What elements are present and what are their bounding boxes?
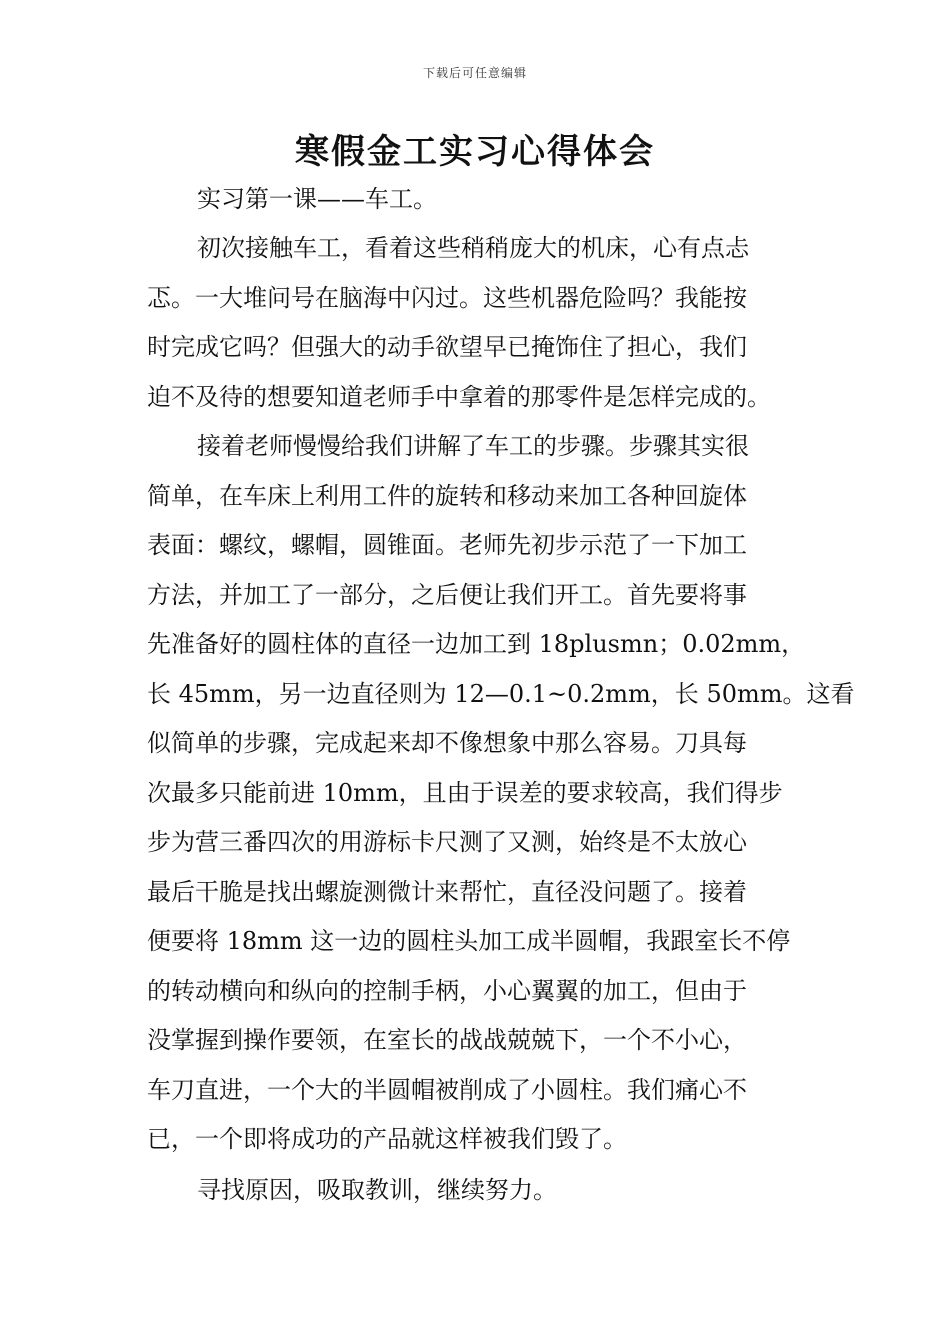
header-note: 下载后可任意编辑 [422,66,527,80]
lesson-heading-text: 实习第一课——车工。 [197,185,437,213]
paragraph-line: 初次接触车工，看着这些稍稍庞大的机床，心有点忐 [197,234,749,262]
document-title: 寒假金工实习心得体会 [295,132,655,172]
paragraph-line: 时完成它吗？但强大的动手欲望早已掩饰住了担心，我们 [147,333,747,361]
paragraph-line: 迫不及待的想要知道老师手中拿着的那零件是怎样完成的。 [147,382,771,411]
paragraph-line: 简单，在车床上利用工件的旋转和移动来加工各种回旋体 [147,481,747,510]
paragraph-line: 接着老师慢慢给我们讲解了车工的步骤。步骤其实很 [197,432,749,460]
paragraph-line: 最后干脆是找出螺旋测微计来帮忙，直径没问题了。接着 [147,877,747,906]
paragraph-line: 没掌握到操作要领，在室长的战战兢兢下，一个不小心， [147,1026,747,1054]
paragraph-1 [147,224,809,422]
paragraph-2 [147,422,855,1165]
paragraph-line: 似简单的步骤，完成起来却不像想象中那么容易。刀具每 [147,729,747,757]
paragraph-line: 先准备好的圆柱体的直径一边加工到 18plusmn；0.02mm， [147,630,806,658]
closing-line: 寻找原因，吸取教训，继续努力。 [197,1176,557,1204]
paragraph-line: 方法，并加工了一部分，之后便让我们开工。首先要将事 [147,580,747,609]
lesson-heading [147,175,809,225]
paragraph-line: 长 45mm，另一边直径则为 12—0.1~0.2mm，长 50mm。这看 [147,679,855,708]
paragraph-line: 便要将 18mm 这一边的圆柱头加工成半圆帽，我跟室长不停 [147,927,791,955]
closing-paragraph [147,1166,809,1216]
paragraph-line: 的转动横向和纵向的控制手柄，小心翼翼的加工，但由于 [147,976,747,1005]
paragraph-line: 忑。一大堆问号在脑海中闪过。这些机器危险吗？我能按 [147,283,747,312]
paragraph-line: 车刀直进，一个大的半圆帽被削成了小圆柱。我们痛心不 [147,1075,747,1104]
paragraph-line: 表面：螺纹，螺帽，圆锥面。老师先初步示范了一下加工 [147,531,747,559]
paragraph-line: 次最多只能前进 10mm，且由于误差的要求较高，我们得步 [147,778,783,807]
paragraph-line: 步为营三番四次的用游标卡尺测了又测，始终是不太放心 [147,828,747,856]
paragraph-line: 已，一个即将成功的产品就这样被我们毁了。 [147,1125,627,1153]
